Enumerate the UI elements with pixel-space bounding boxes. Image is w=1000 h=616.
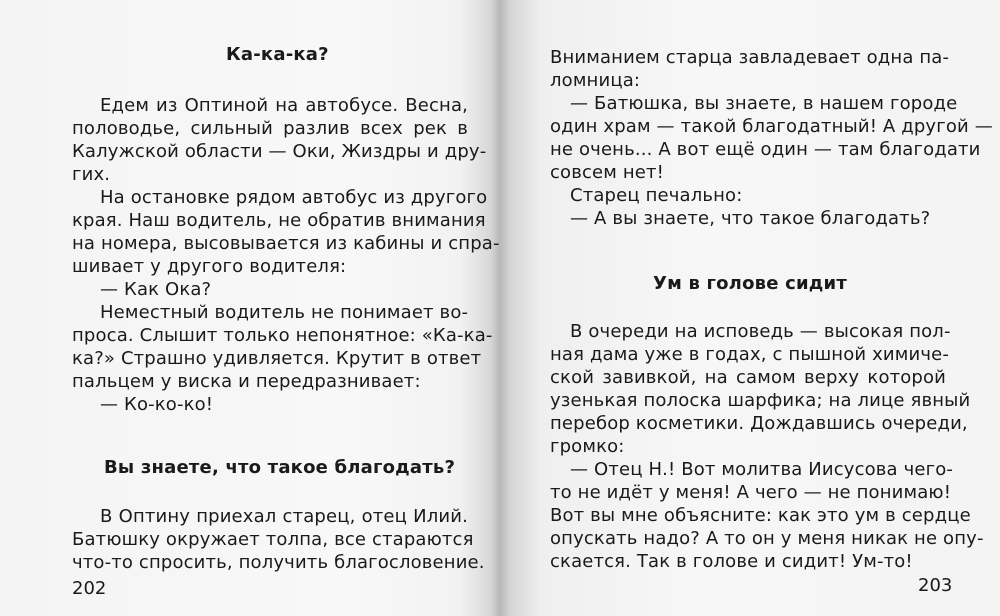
text-line: ка?» Страшно удивляется. Крутит в ответ [72,348,482,369]
text-line: проса. Слышит только непонятное: «Ка-ка- [72,325,493,346]
text-line: пальцем у виска и передразнивает: [72,371,421,392]
text-line: не очень... А вот ещё один — там благодати [550,139,981,160]
text-line: В Оптину приехал старец, отец Илий. [100,506,468,527]
text-line: совсем нет! [550,162,664,183]
text-line: шивает у другого водителя: [72,256,347,277]
story-title-um: Ум в голове сидит [653,273,847,294]
story-title-kakaka: Ка-ка-ка? [226,44,329,65]
text-line: Вниманием старца завладевает одна па- [550,47,950,68]
text-line: В очереди на исповедь — высокая пол- [570,321,951,342]
text-line: края. Наш водитель, не обратив внимания [72,210,486,231]
text-line: Калужской области — Оки, Жиздры и дру- [72,141,487,162]
text-line: — Ко-ко-ко! [100,394,214,415]
text-line: громко: [550,436,625,457]
page-number-left: 202 [72,578,107,599]
text-line: Неместный водитель не понимает во- [100,302,469,323]
text-line: ской завивкой, на самом верху которой [550,367,946,388]
text-line: Едем из Оптиной на автобусе. Весна, [100,95,468,116]
text-line: на номера, высовывается из кабины и спра- [72,233,500,254]
right-page [508,0,1000,616]
text-line: что-то спросить, получить благословение. [72,552,485,573]
text-line: перебор косметики. Дождавшись очереди, [550,413,968,434]
text-line: гих. [72,164,111,185]
text-line: половодье, сильный разлив всех рек в [72,118,468,139]
text-line: ломница: [550,70,641,91]
text-line: Старец печально: [570,185,743,206]
text-line: скается. Так в голове и сидит! Ум-то! [550,551,913,572]
text-line: то не идёт у меня! А чего — не понимаю! [550,482,952,503]
text-line: — Как Ока? [100,279,212,300]
text-line: ная дама уже в годах, с пышной химиче- [550,344,949,365]
text-line: — А вы знаете, что такое благодать? [570,208,931,229]
text-line: узенькая полоска шарфика; на лице явный [550,390,971,411]
text-line: — Отец Н.! Вот молитва Иисусова чего- [570,459,954,480]
text-line: Вот вы мне объясните: как это ум в сердце [550,505,971,526]
page-number-right: 203 [918,575,953,596]
text-line: На остановке рядом автобус из другого [100,187,488,208]
text-line: один храм — такой благодатный! А другой — [550,116,993,137]
text-line: Батюшку окружает толпа, все стараются [72,529,474,550]
story-title-blagodat: Вы знаете, что такое благодать? [104,457,456,478]
text-line: опускать надо? А то он у меня никак не опу- [550,528,984,549]
text-line: — Батюшка, вы знаете, в нашем городе [570,93,958,114]
